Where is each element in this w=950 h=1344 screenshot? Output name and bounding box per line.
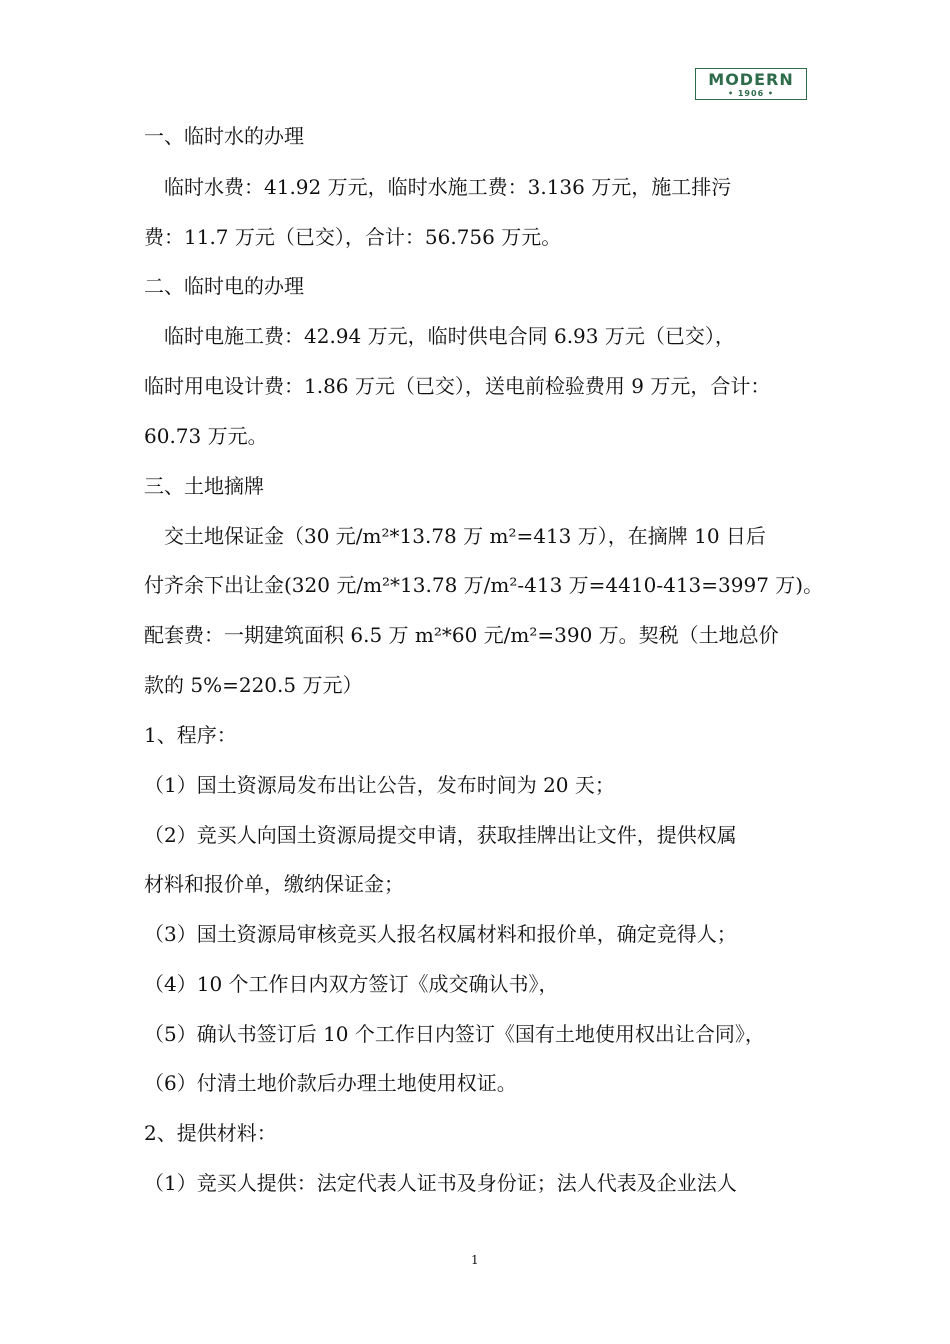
list-item: （1）国土资源局发布出让公告，发布时间为 20 天；	[144, 773, 615, 797]
paragraph-line: 临时电施工费：42.94 万元，临时供电合同 6.93 万元（已交），	[144, 324, 735, 348]
heading-procedure: 1、程序：	[144, 723, 237, 747]
list-item: （4）10 个工作日内双方签订《成交确认书》，	[144, 972, 559, 996]
paragraph-line: 临时水费：41.92 万元，临时水施工费：3.136 万元，施工排污	[144, 175, 732, 199]
paragraph-line: 配套费：一期建筑面积 6.5 万 m²*60 元/m²=390 万。契税（土地总价	[144, 623, 779, 647]
list-item: （3）国土资源局审核竞买人报名权属材料和报价单，确定竞得人；	[144, 922, 737, 946]
paragraph-line: 临时用电设计费：1.86 万元（已交），送电前检验费用 9 万元，合计：	[144, 374, 771, 398]
logo-year: • 1906 •	[727, 89, 775, 98]
list-item-continuation: 材料和报价单，缴纳保证金；	[144, 872, 404, 896]
list-item: （2）竞买人向国土资源局提交申请，获取挂牌出让文件，提供权属	[144, 823, 737, 847]
list-item: （5）确认书签订后 10 个工作日内签订《国有土地使用权出让合同》，	[144, 1022, 765, 1046]
list-item: （6）付清土地价款后办理土地使用权证。	[144, 1071, 517, 1095]
modern-1906-logo	[695, 68, 807, 100]
list-item: （1）竞买人提供：法定代表人证书及身份证；法人代表及企业法人	[144, 1171, 737, 1195]
paragraph-line: 款的 5%=220.5 万元）	[144, 673, 363, 697]
paragraph-line: 付齐余下出让金(320 元/m²*13.78 万/m²-413 万=4410-413=3997 万)。	[144, 573, 824, 597]
heading-land-listing: 三、土地摘牌	[144, 474, 264, 498]
heading-materials: 2、提供材料：	[144, 1121, 277, 1145]
paragraph-line: 60.73 万元。	[144, 424, 268, 448]
heading-temporary-electricity: 二、临时电的办理	[144, 274, 304, 298]
paragraph-line: 费：11.7 万元（已交），合计：56.756 万元。	[144, 225, 562, 249]
paragraph-line: 交土地保证金（30 元/m²*13.78 万 m²=413 万），在摘牌 10 日后	[144, 524, 766, 548]
page-number: 1	[471, 1253, 479, 1267]
logo-word: MODERN	[708, 70, 794, 89]
heading-temporary-water: 一、临时水的办理	[144, 124, 304, 148]
